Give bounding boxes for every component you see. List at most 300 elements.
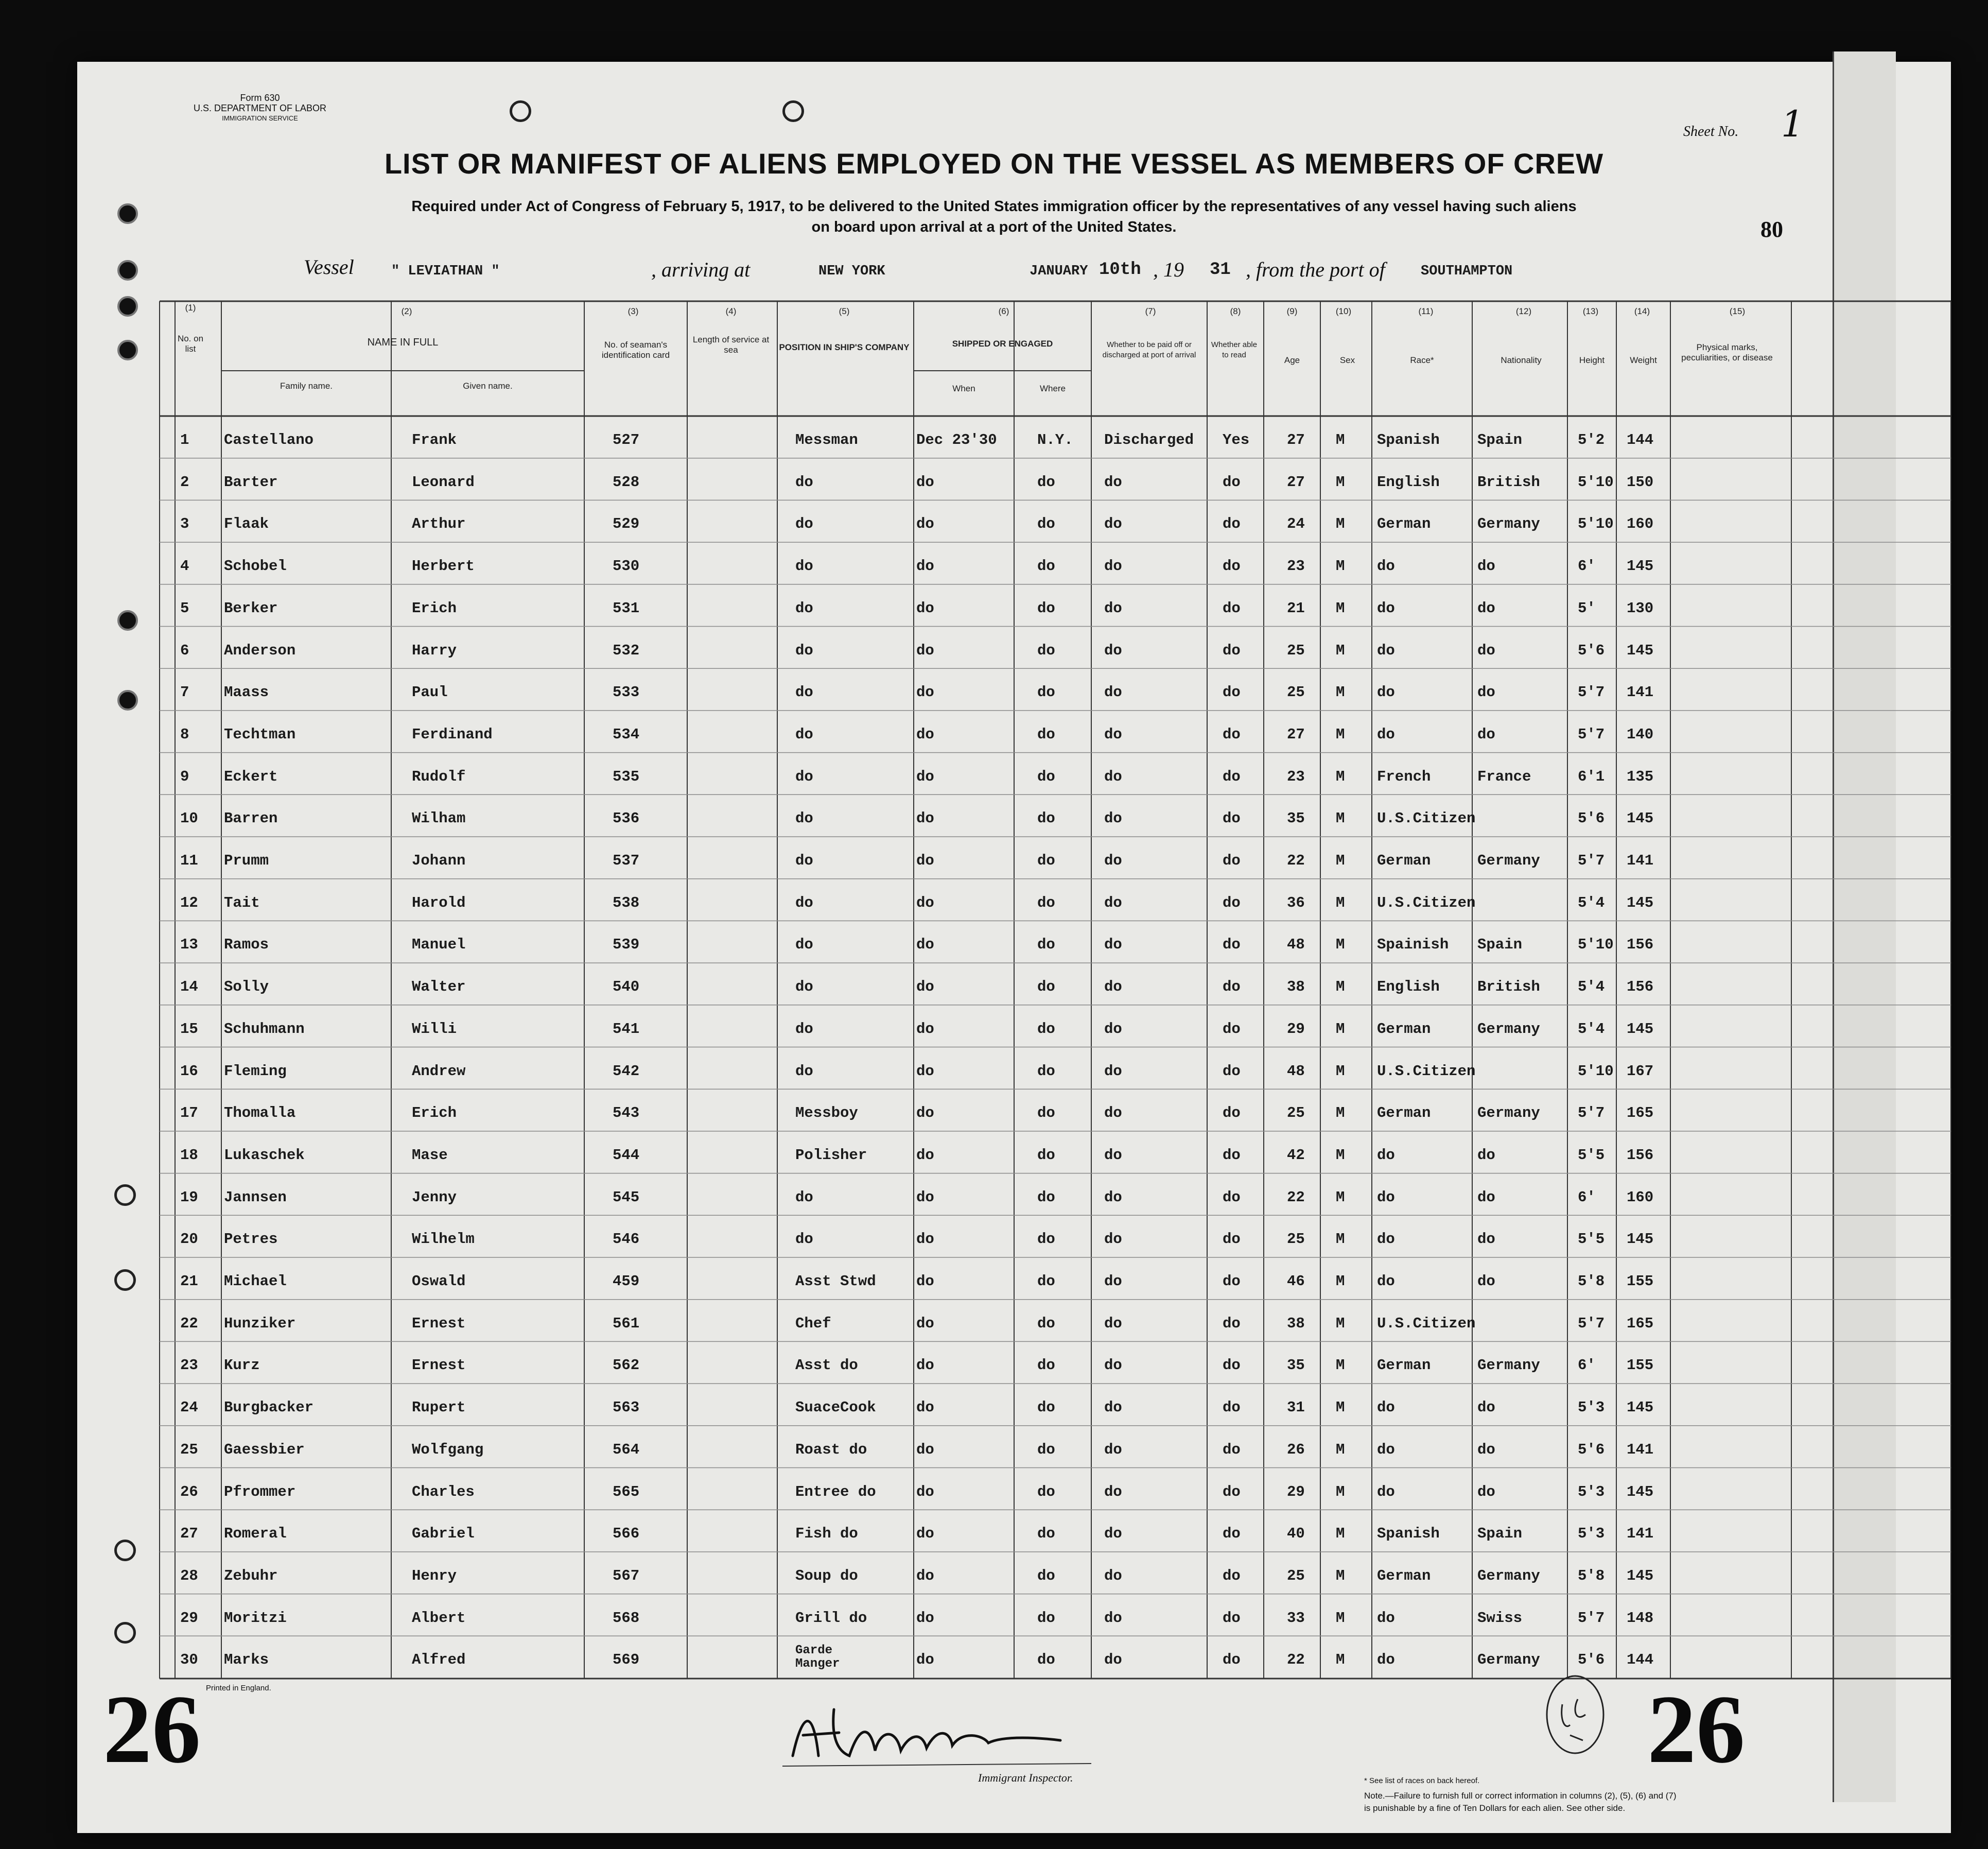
family-name: Techtman [224, 725, 296, 743]
race: U.S.Citizen [1377, 810, 1476, 827]
height: 5'6 [1578, 810, 1605, 827]
age: 27 [1287, 473, 1305, 491]
row-number: 23 [180, 1357, 198, 1374]
family-name: Gaessbier [224, 1441, 305, 1458]
able-to-read: do [1223, 1651, 1241, 1669]
paid-off: do [1104, 558, 1122, 575]
able-to-read: do [1223, 1483, 1241, 1500]
race: do [1377, 558, 1395, 575]
shipped-when: do [916, 768, 934, 785]
shipped-when: do [916, 642, 934, 659]
paid-off: do [1104, 1357, 1122, 1374]
family-name: Hunziker [224, 1315, 296, 1332]
race: do [1377, 1651, 1395, 1669]
family-name: Petres [224, 1231, 278, 1248]
service: IMMIGRATION SERVICE [222, 114, 298, 122]
age: 36 [1287, 894, 1305, 911]
family-name: Kurz [224, 1357, 260, 1374]
sex: M [1336, 1399, 1345, 1416]
sex: M [1336, 473, 1345, 491]
id-card-number: 533 [613, 684, 640, 701]
given-name: Erich [412, 1104, 457, 1122]
sex: M [1336, 894, 1345, 911]
height: 5'7 [1578, 725, 1605, 743]
height: 5'10 [1578, 515, 1614, 533]
id-card-number: 541 [613, 1020, 640, 1038]
given-name: Mase [412, 1146, 448, 1164]
height: 5'6 [1578, 642, 1605, 659]
height: 5'8 [1578, 1273, 1605, 1290]
age: 21 [1287, 599, 1305, 617]
arrival-month: JANUARY [1030, 264, 1088, 279]
nationality: do [1477, 642, 1495, 659]
row-number: 4 [180, 558, 189, 575]
col-id-card: No. of seaman's identification card [601, 340, 670, 360]
row-number: 25 [180, 1441, 198, 1458]
paid-off: do [1104, 599, 1122, 617]
paid-off: do [1104, 642, 1122, 659]
given-name: Johann [412, 852, 466, 869]
height: 5'8 [1578, 1567, 1605, 1584]
shipped-when: do [916, 473, 934, 491]
family-name: Eckert [224, 768, 278, 785]
family-name: Maass [224, 684, 269, 701]
paid-off: do [1104, 684, 1122, 701]
weight: 145 [1627, 1231, 1654, 1248]
weight: 145 [1627, 642, 1654, 659]
race: do [1377, 1273, 1395, 1290]
paid-off: do [1104, 515, 1122, 533]
weight: 141 [1627, 1441, 1654, 1458]
weight: 145 [1627, 558, 1654, 575]
col-sex: Sex [1339, 355, 1355, 365]
shipped-when: do [916, 852, 934, 869]
weight: 145 [1627, 1399, 1654, 1416]
arriving-label: , arriving at [651, 258, 751, 281]
id-card-number: 459 [613, 1273, 640, 1290]
able-to-read: do [1223, 852, 1241, 869]
nationality: do [1477, 1273, 1495, 1290]
family-name: Solly [224, 978, 269, 996]
col-nationality: Nationality [1501, 355, 1542, 365]
able-to-read: do [1223, 768, 1241, 785]
able-to-read: Yes [1223, 431, 1250, 448]
nationality: do [1477, 558, 1495, 575]
position: do [795, 1188, 813, 1206]
nationality: do [1477, 1146, 1495, 1164]
able-to-read: do [1223, 1567, 1241, 1584]
given-name: Herbert [412, 558, 475, 575]
sex: M [1336, 558, 1345, 575]
nationality: British [1477, 978, 1540, 996]
race: German [1377, 1567, 1431, 1584]
col-num: (11) [1418, 306, 1434, 316]
paid-off: do [1104, 473, 1122, 491]
weight: 156 [1627, 1146, 1654, 1164]
inspector-signature [772, 1679, 1132, 1782]
height: 5'4 [1578, 894, 1605, 911]
paid-off: do [1104, 936, 1122, 954]
sheet-label: Sheet No. [1683, 124, 1739, 140]
shipped-where: do [1037, 473, 1055, 491]
nationality: do [1477, 1399, 1495, 1416]
id-card-number: 567 [613, 1567, 640, 1584]
shipped-where: do [1037, 1567, 1055, 1584]
shipped-where: do [1037, 1483, 1055, 1500]
position: Garde Manger [795, 1644, 840, 1671]
able-to-read: do [1223, 725, 1241, 743]
row-number: 18 [180, 1146, 198, 1164]
position: do [795, 558, 813, 575]
sex: M [1336, 768, 1345, 785]
age: 25 [1287, 1567, 1305, 1584]
shipped-where: do [1037, 684, 1055, 701]
given-name: Alfred [412, 1651, 466, 1669]
height: 5'4 [1578, 978, 1605, 996]
able-to-read: do [1223, 978, 1241, 996]
weight: 156 [1627, 978, 1654, 996]
position: do [795, 642, 813, 659]
vessel-label: Vessel [304, 255, 354, 279]
row-number: 5 [180, 599, 189, 617]
shipped-where: do [1037, 1525, 1055, 1543]
sex: M [1336, 1188, 1345, 1206]
shipped-when: do [916, 684, 934, 701]
age: 35 [1287, 1357, 1305, 1374]
race: German [1377, 1104, 1431, 1122]
sex: M [1336, 1567, 1345, 1584]
able-to-read: do [1223, 558, 1241, 575]
printed-note: Printed in England. [206, 1684, 271, 1692]
able-to-read: do [1223, 1399, 1241, 1416]
given-name: Oswald [412, 1273, 466, 1290]
vessel-name: " LEVIATHAN " [391, 264, 500, 279]
family-name: Anderson [224, 642, 296, 659]
family-name: Schobel [224, 558, 287, 575]
row-number: 10 [180, 810, 198, 827]
id-card-number: 540 [613, 978, 640, 996]
nationality: Spain [1477, 936, 1523, 954]
weight: 145 [1627, 810, 1654, 827]
arrival-day: 10th [1099, 260, 1141, 280]
penalty-note-line1: Note.—Failure to furnish full or correct information in columns (2), (5), (6) and (7) [1364, 1791, 1677, 1801]
nationality: British [1477, 473, 1540, 491]
nationality: do [1477, 1188, 1495, 1206]
shipped-when: do [916, 1651, 934, 1669]
age: 25 [1287, 1104, 1305, 1122]
weight: 167 [1627, 1062, 1654, 1080]
row-number: 20 [180, 1231, 198, 1248]
page-code: 80 [1760, 217, 1783, 242]
sex: M [1336, 684, 1345, 701]
able-to-read: do [1223, 1231, 1241, 1248]
height: 5' [1578, 599, 1596, 617]
id-card-number: 561 [613, 1315, 640, 1332]
col-num: (12) [1515, 306, 1532, 316]
race: do [1377, 1188, 1395, 1206]
position: Entree do [795, 1483, 876, 1500]
id-card-number: 536 [613, 810, 640, 827]
shipped-where: do [1037, 599, 1055, 617]
weight: 145 [1627, 1567, 1654, 1584]
race: U.S.Citizen [1377, 894, 1476, 911]
race-footnote: * See list of races on back hereof. [1364, 1776, 1480, 1785]
row-number: 9 [180, 768, 189, 785]
family-name: Ramos [224, 936, 269, 954]
given-name: Wilhelm [412, 1231, 475, 1248]
id-card-number: 565 [613, 1483, 640, 1500]
able-to-read: do [1223, 1104, 1241, 1122]
shipped-where: N.Y. [1037, 431, 1073, 448]
paid-off: do [1104, 1146, 1122, 1164]
col-num: (9) [1286, 306, 1298, 316]
paid-off: do [1104, 1525, 1122, 1543]
position: do [795, 936, 813, 954]
age: 25 [1287, 684, 1305, 701]
department: U.S. DEPARTMENT OF LABOR [193, 103, 327, 113]
age: 33 [1287, 1609, 1305, 1627]
position: do [795, 978, 813, 996]
shipped-where: do [1037, 852, 1055, 869]
height: 5'7 [1578, 1609, 1605, 1627]
given-name: Ernest [412, 1315, 466, 1332]
given-name: Frank [412, 431, 457, 448]
given-name: Arthur [412, 515, 466, 533]
shipped-when: do [916, 1273, 934, 1290]
nationality: Germany [1477, 1651, 1540, 1669]
paid-off: do [1104, 978, 1122, 996]
col-length-service: Length of service at sea [692, 335, 770, 355]
col-num: (4) [725, 306, 737, 316]
given-name: Harold [412, 894, 466, 911]
shipped-when: do [916, 1231, 934, 1248]
id-card-number: 563 [613, 1399, 640, 1416]
shipped-when: do [916, 1399, 934, 1416]
col-where: Where [1039, 384, 1066, 393]
age: 29 [1287, 1020, 1305, 1038]
handwritten-stamp-mark [1534, 1663, 1616, 1766]
family-name: Zebuhr [224, 1567, 278, 1584]
sex: M [1336, 725, 1345, 743]
weight: 160 [1627, 1188, 1654, 1206]
col-num: (2) [401, 306, 412, 316]
shipped-when: do [916, 936, 934, 954]
row-number: 12 [180, 894, 198, 911]
sex: M [1336, 1483, 1345, 1500]
paid-off: do [1104, 1188, 1122, 1206]
race: German [1377, 1357, 1431, 1374]
position: Asst do [795, 1357, 858, 1374]
height: 5'7 [1578, 684, 1605, 701]
paid-off: do [1104, 1399, 1122, 1416]
race: French [1377, 768, 1431, 785]
shipped-when: do [916, 894, 934, 911]
age: 27 [1287, 431, 1305, 448]
col-num: (15) [1729, 306, 1746, 316]
weight: 145 [1627, 894, 1654, 911]
shipped-when: do [916, 1315, 934, 1332]
family-name: Lukaschek [224, 1146, 305, 1164]
col-num: (10) [1335, 306, 1352, 316]
sex: M [1336, 852, 1345, 869]
given-name: Walter [412, 978, 466, 996]
shipped-where: do [1037, 1231, 1055, 1248]
shipped-when: do [916, 1441, 934, 1458]
shipped-where: do [1037, 1020, 1055, 1038]
height: 5'6 [1578, 1441, 1605, 1458]
weight: 145 [1627, 1020, 1654, 1038]
family-name: Flaak [224, 515, 269, 533]
given-name: Rupert [412, 1399, 466, 1416]
height: 5'3 [1578, 1483, 1605, 1500]
race: U.S.Citizen [1377, 1315, 1476, 1332]
row-number: 6 [180, 642, 189, 659]
family-name: Jannsen [224, 1188, 287, 1206]
race: do [1377, 1483, 1395, 1500]
shipped-where: do [1037, 558, 1055, 575]
given-name: Charles [412, 1483, 475, 1500]
position: do [795, 515, 813, 533]
given-name: Wolfgang [412, 1441, 484, 1458]
position: Soup do [795, 1567, 858, 1584]
col-race: Race* [1410, 355, 1434, 365]
position: do [795, 894, 813, 911]
position: SuaceCook [795, 1399, 876, 1416]
col-when: When [952, 384, 975, 393]
shipped-where: do [1037, 1104, 1055, 1122]
position: Asst Stwd [795, 1273, 876, 1290]
age: 22 [1287, 1651, 1305, 1669]
race: U.S.Citizen [1377, 1062, 1476, 1080]
sex: M [1336, 1020, 1345, 1038]
height: 5'7 [1578, 1315, 1605, 1332]
shipped-where: do [1037, 515, 1055, 533]
sex: M [1336, 1231, 1345, 1248]
sex: M [1336, 1441, 1345, 1458]
nationality: Germany [1477, 1567, 1540, 1584]
shipped-when: do [916, 1609, 934, 1627]
age: 22 [1287, 1188, 1305, 1206]
height: 5'6 [1578, 1651, 1605, 1669]
age: 29 [1287, 1483, 1305, 1500]
shipped-when: do [916, 599, 934, 617]
weight: 141 [1627, 1525, 1654, 1543]
weight: 155 [1627, 1273, 1654, 1290]
id-card-number: 530 [613, 558, 640, 575]
shipped-when: do [916, 978, 934, 996]
col-age: Age [1284, 355, 1300, 365]
given-name: Andrew [412, 1062, 466, 1080]
able-to-read: do [1223, 684, 1241, 701]
shipped-where: do [1037, 1609, 1055, 1627]
sex: M [1336, 1146, 1345, 1164]
paid-off: do [1104, 852, 1122, 869]
sex: M [1336, 810, 1345, 827]
able-to-read: do [1223, 1188, 1241, 1206]
id-card-number: 534 [613, 725, 640, 743]
age: 38 [1287, 978, 1305, 996]
id-card-number: 529 [613, 515, 640, 533]
age: 23 [1287, 558, 1305, 575]
col-position: POSITION IN SHIP'S COMPANY [779, 342, 910, 352]
height: 5'7 [1578, 852, 1605, 869]
shipped-where: do [1037, 1357, 1055, 1374]
shipped-where: do [1037, 1399, 1055, 1416]
big-page-number-left: 26 [103, 1675, 201, 1784]
id-card-number: 543 [613, 1104, 640, 1122]
position: do [795, 852, 813, 869]
shipped-where: do [1037, 1188, 1055, 1206]
shipped-when: do [916, 810, 934, 827]
able-to-read: do [1223, 1525, 1241, 1543]
family-name: Schuhmann [224, 1020, 305, 1038]
height: 5'3 [1578, 1399, 1605, 1416]
age: 38 [1287, 1315, 1305, 1332]
weight: 165 [1627, 1315, 1654, 1332]
given-name: Rudolf [412, 768, 466, 785]
shipped-when: do [916, 1062, 934, 1080]
family-name: Castellano [224, 431, 314, 448]
row-number: 8 [180, 725, 189, 743]
race: do [1377, 684, 1395, 701]
row-number: 22 [180, 1315, 198, 1332]
given-name: Albert [412, 1609, 466, 1627]
shipped-when: do [916, 1020, 934, 1038]
big-page-number-right: 26 [1647, 1675, 1745, 1784]
col-height: Height [1579, 355, 1605, 365]
id-card-number: 564 [613, 1441, 640, 1458]
arrival-port: NEW YORK [818, 264, 885, 279]
shipped-where: do [1037, 978, 1055, 996]
able-to-read: do [1223, 1441, 1241, 1458]
id-card-number: 537 [613, 852, 640, 869]
given-name: Jenny [412, 1188, 457, 1206]
race: do [1377, 599, 1395, 617]
position: Messboy [795, 1104, 858, 1122]
paid-off: do [1104, 1231, 1122, 1248]
race: Spainish [1377, 936, 1449, 954]
id-card-number: 532 [613, 642, 640, 659]
nationality: do [1477, 725, 1495, 743]
weight: 141 [1627, 684, 1654, 701]
col-paid-off: Whether to be paid off or discharged at port of arrival [1102, 340, 1196, 359]
race: do [1377, 1231, 1395, 1248]
shipped-where: do [1037, 936, 1055, 954]
family-name: Michael [224, 1273, 287, 1290]
row-number: 14 [180, 978, 198, 996]
race: do [1377, 1399, 1395, 1416]
sex: M [1336, 642, 1345, 659]
race: Spanish [1377, 431, 1440, 448]
sex: M [1336, 515, 1345, 533]
sex: M [1336, 1315, 1345, 1332]
race: German [1377, 515, 1431, 533]
shipped-where: do [1037, 768, 1055, 785]
col-weight: Weight [1630, 355, 1657, 365]
id-card-number: 542 [613, 1062, 640, 1080]
race: German [1377, 852, 1431, 869]
row-number: 16 [180, 1062, 198, 1080]
race: do [1377, 1441, 1395, 1458]
position: do [795, 725, 813, 743]
id-card-number: 545 [613, 1188, 640, 1206]
age: 25 [1287, 1231, 1305, 1248]
given-name: Erich [412, 599, 457, 617]
given-name: Leonard [412, 473, 475, 491]
given-name: Ernest [412, 1357, 466, 1374]
row-number: 24 [180, 1399, 198, 1416]
nationality: do [1477, 599, 1495, 617]
